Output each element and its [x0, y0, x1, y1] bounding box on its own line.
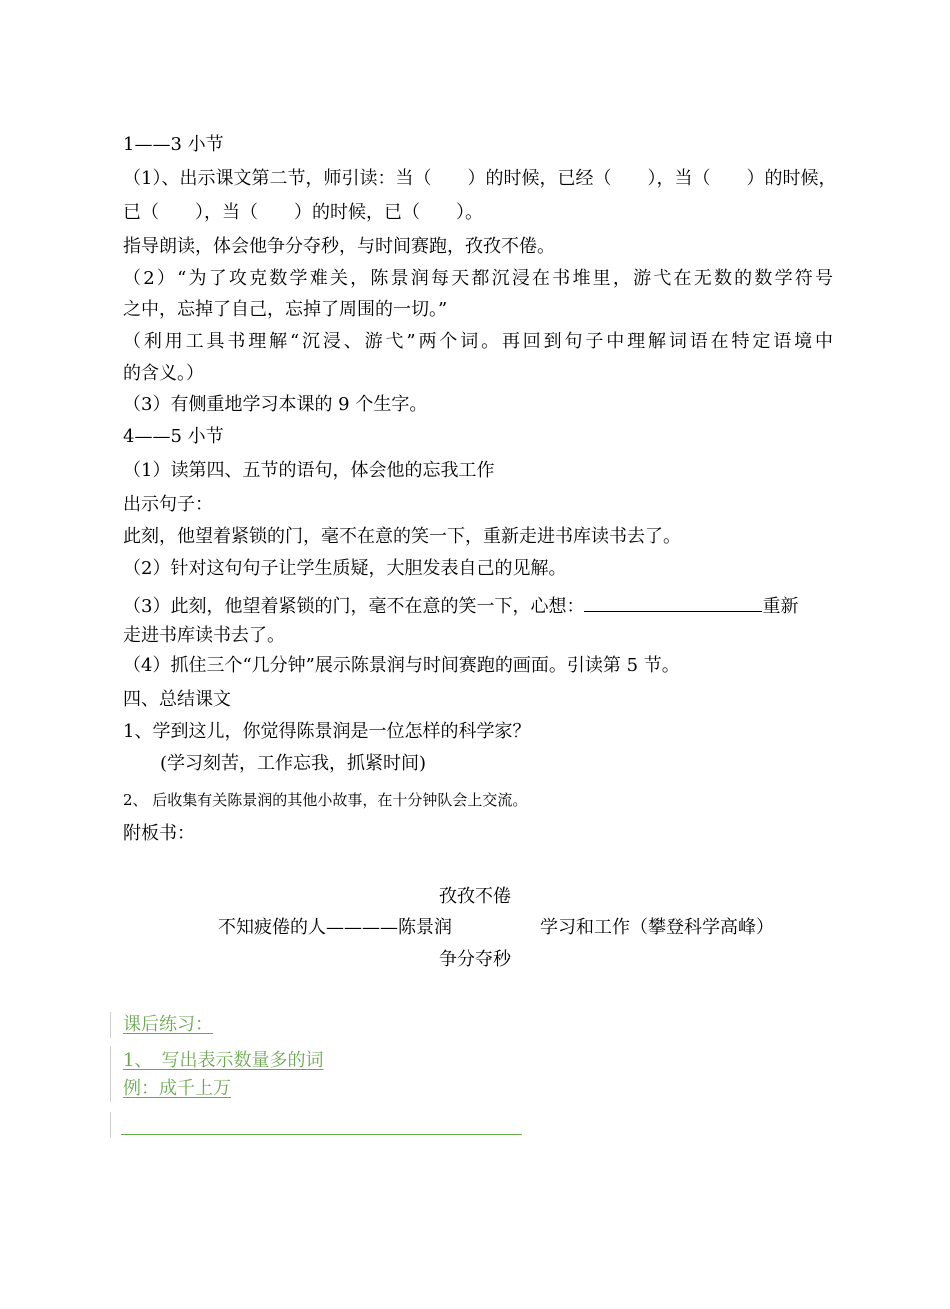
text-line: 出示句子： [123, 494, 213, 515]
revision-bar [110, 1046, 111, 1102]
sentence-suffix: 重新 [762, 596, 799, 617]
quote-line: 之中，忘掉了自己，忘掉了周围的一切。” [123, 299, 448, 320]
exercise-item-1: 1、 写出表示数量多的词 [123, 1050, 324, 1071]
section-heading-4-5: 4——5 小节 [123, 426, 224, 447]
revision-bar [110, 1012, 111, 1038]
board-left: 不知疲倦的人————陈景润 [218, 917, 452, 938]
exercise-example: 例：成千上万 [123, 1078, 231, 1099]
exercise-answer-line[interactable] [121, 1134, 522, 1135]
sentence-prefix: （3）此刻，他望着紧锁的门，毫不在意的笑一下，心想： [123, 596, 585, 617]
text-line: 已（ ），当（ ）的时候，已（ ）。 [123, 202, 483, 223]
text-line: 此刻，他望着紧锁的门，毫不在意的笑一下，重新走进书库读书去了。 [123, 526, 681, 547]
board-top: 孜孜不倦 [439, 886, 511, 907]
board-label: 附板书： [123, 823, 195, 844]
section-heading-1-3: 1——3 小节 [123, 134, 224, 155]
text-line: （4）抓住三个“几分钟”展示陈景润与时间赛跑的画面。引读第 5 节。 [123, 655, 680, 676]
fill-in-sentence [123, 591, 833, 619]
text-line: 2、 后收集有关陈景润的其他小故事，在十分钟队会上交流。 [123, 791, 528, 809]
text-line: 的含义。） [123, 363, 204, 384]
text-line: （3）有侧重地学习本课的 9 个生字。 [123, 394, 428, 415]
text-line: （1）、出示课文第二节，师引读：当（ ）的时候，已经（ ），当（ ）的时候， [123, 168, 837, 189]
answer-blank[interactable] [584, 591, 762, 612]
text-line: （2）针对这句句子让学生质疑，大胆发表自己的见解。 [123, 558, 567, 579]
board-right: 学习和工作（攀登科学高峰） [540, 917, 774, 938]
revision-bar [110, 1112, 111, 1138]
exercise-heading: 课后练习： [123, 1014, 213, 1035]
text-line: （1）读第四、五节的语句，体会他的忘我工作 [123, 460, 495, 481]
text-line: 指导朗读，体会他争分夺秒，与时间赛跑，孜孜不倦。 [123, 236, 555, 257]
quote-line: （2）“为了攻克数学难关，陈景润每天都沉浸在书堆里，游弋在无数的数学符号 [123, 268, 833, 289]
section-heading-summary: 四、总结课文 [123, 689, 231, 710]
text-line: 走进书库读书去了。 [123, 625, 285, 646]
text-line: （利用工具书理解“沉浸、游弋”两个词。再回到句子中理解词语在特定语境中 [123, 331, 833, 352]
question-line: 1、学到这儿，你觉得陈景润是一位怎样的科学家？ [123, 721, 531, 742]
board-bottom: 争分夺秒 [439, 949, 511, 970]
answer-line: (学习刻苦，工作忘我，抓紧时间) [160, 753, 427, 774]
